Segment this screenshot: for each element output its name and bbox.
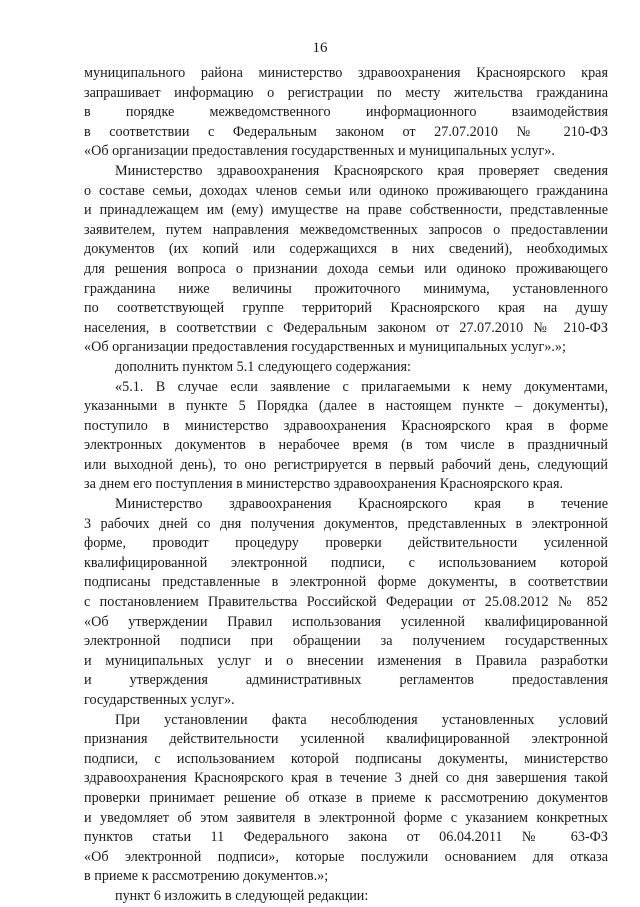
text-line: указанными в пункте 5 Порядка (далее в настоящем пункте – документы),: [84, 398, 608, 415]
text-line: Министерство здравоохранения Красноярского края в течение: [115, 496, 608, 513]
text-line: и принадлежащем им (ему) имуществе на праве собственности, представленные: [84, 202, 608, 219]
text-line: поступило в министерство здравоохранения Красноярского края в форме: [84, 417, 608, 434]
text-line: подписи, с использованием которой подписаны документы, министерство: [84, 750, 608, 767]
text-line: муниципального района министерство здравоохранения Красноярского края: [84, 65, 608, 81]
text-line: форме, проводит процедуру проверки действительности усиленной: [84, 535, 608, 552]
text-line: электронных документов в нерабочее время (в том числе в праздничный: [84, 437, 608, 454]
document-body: [84, 64, 608, 907]
text-line: населения, в соответствии с Федеральным законом от 27.07.2010 № 210-ФЗ: [84, 319, 608, 336]
text-line: в порядке межведомственного информационного взаимодействия: [84, 104, 608, 121]
text-line: государственных услуг».: [84, 692, 235, 708]
text-line: для решения вопроса о признании дохода семьи или одиноко проживающего: [84, 260, 608, 277]
text-line: «Об организации предоставления государственных и муниципальных услуг».: [84, 143, 555, 160]
text-line: Министерство здравоохранения Красноярского края проверяет сведения: [115, 162, 608, 179]
text-line: здравоохранения Красноярского края в течение 3 дней со дня завершения такой: [84, 770, 608, 787]
text-line: подписаны представленные в электронной форме документы, в соответствии: [84, 574, 608, 591]
text-line: и утверждения административных регламентов предоставления: [84, 672, 608, 689]
text-line: «Об организации предоставления государственных и муниципальных услуг».»;: [84, 339, 566, 356]
text-line: электронной подписи при обращении за получением государственных: [84, 633, 608, 650]
text-line: по соответствующей группе территорий Красноярского края на душу: [84, 300, 608, 317]
text-line: квалифицированной электронной подписи, с использованием которой: [84, 554, 608, 571]
text-line: признания действительности усиленной квалифицированной электронной: [84, 731, 608, 748]
text-line: «Об электронной подписи», которые послужили основанием для отказа: [84, 848, 608, 865]
text-line: запрашивает информацию о регистрации по месту жительства гражданина: [84, 84, 608, 101]
text-line: При установлении факта несоблюдения установленных условий: [115, 711, 608, 728]
text-line: или выходной день), то оно регистрируется в первый рабочий день, следующий: [84, 456, 608, 473]
text-line: «Об утверждении Правил использования усиленной квалифицированной: [84, 613, 608, 630]
text-line: дополнить пунктом 5.1 следующего содержания:: [115, 358, 411, 375]
text-line: о составе семьи, доходах членов семьи или одиноко проживающего гражданина: [84, 182, 608, 199]
text-line: проверки принимает решение об отказе в приеме к рассмотрению документов: [84, 789, 608, 806]
page-number: 16: [312, 40, 328, 56]
text-line: в приеме к рассмотрению документов.»;: [84, 868, 329, 885]
text-line: документов (их копий или содержащихся в них сведений), необходимых: [84, 241, 608, 258]
text-line: «5.1. В случае если заявление с прилагаемыми к нему документами,: [115, 378, 608, 395]
text-line: в соответствии с Федеральным законом от 27.07.2010 № 210-ФЗ: [84, 123, 608, 140]
text-line: заявителем, путем направления межведомственных запросов о предоставлении: [84, 221, 608, 238]
text-line: пункт 6 изложить в следующей редакции:: [115, 887, 369, 904]
text-line: за днем его поступления в министерство здравоохранения Красноярского края.: [84, 476, 564, 493]
text-line: пунктов статьи 11 Федерального закона от 06.04.2011 № 63-ФЗ: [84, 829, 608, 846]
text-line: и уведомляет об этом заявителя в электронной форме с указанием конкретных: [84, 809, 608, 826]
text-line: 3 рабочих дней со дня получения документов, представленных в электронной: [84, 515, 608, 532]
text-line: с постановлением Правительства Российской Федерации от 25.08.2012 № 852: [84, 594, 608, 611]
text-line: гражданина ниже величины прожиточного минимума, установленного: [84, 280, 608, 297]
text-line: и муниципальных услуг и о внесении изменения в Правила разработки: [84, 652, 608, 669]
